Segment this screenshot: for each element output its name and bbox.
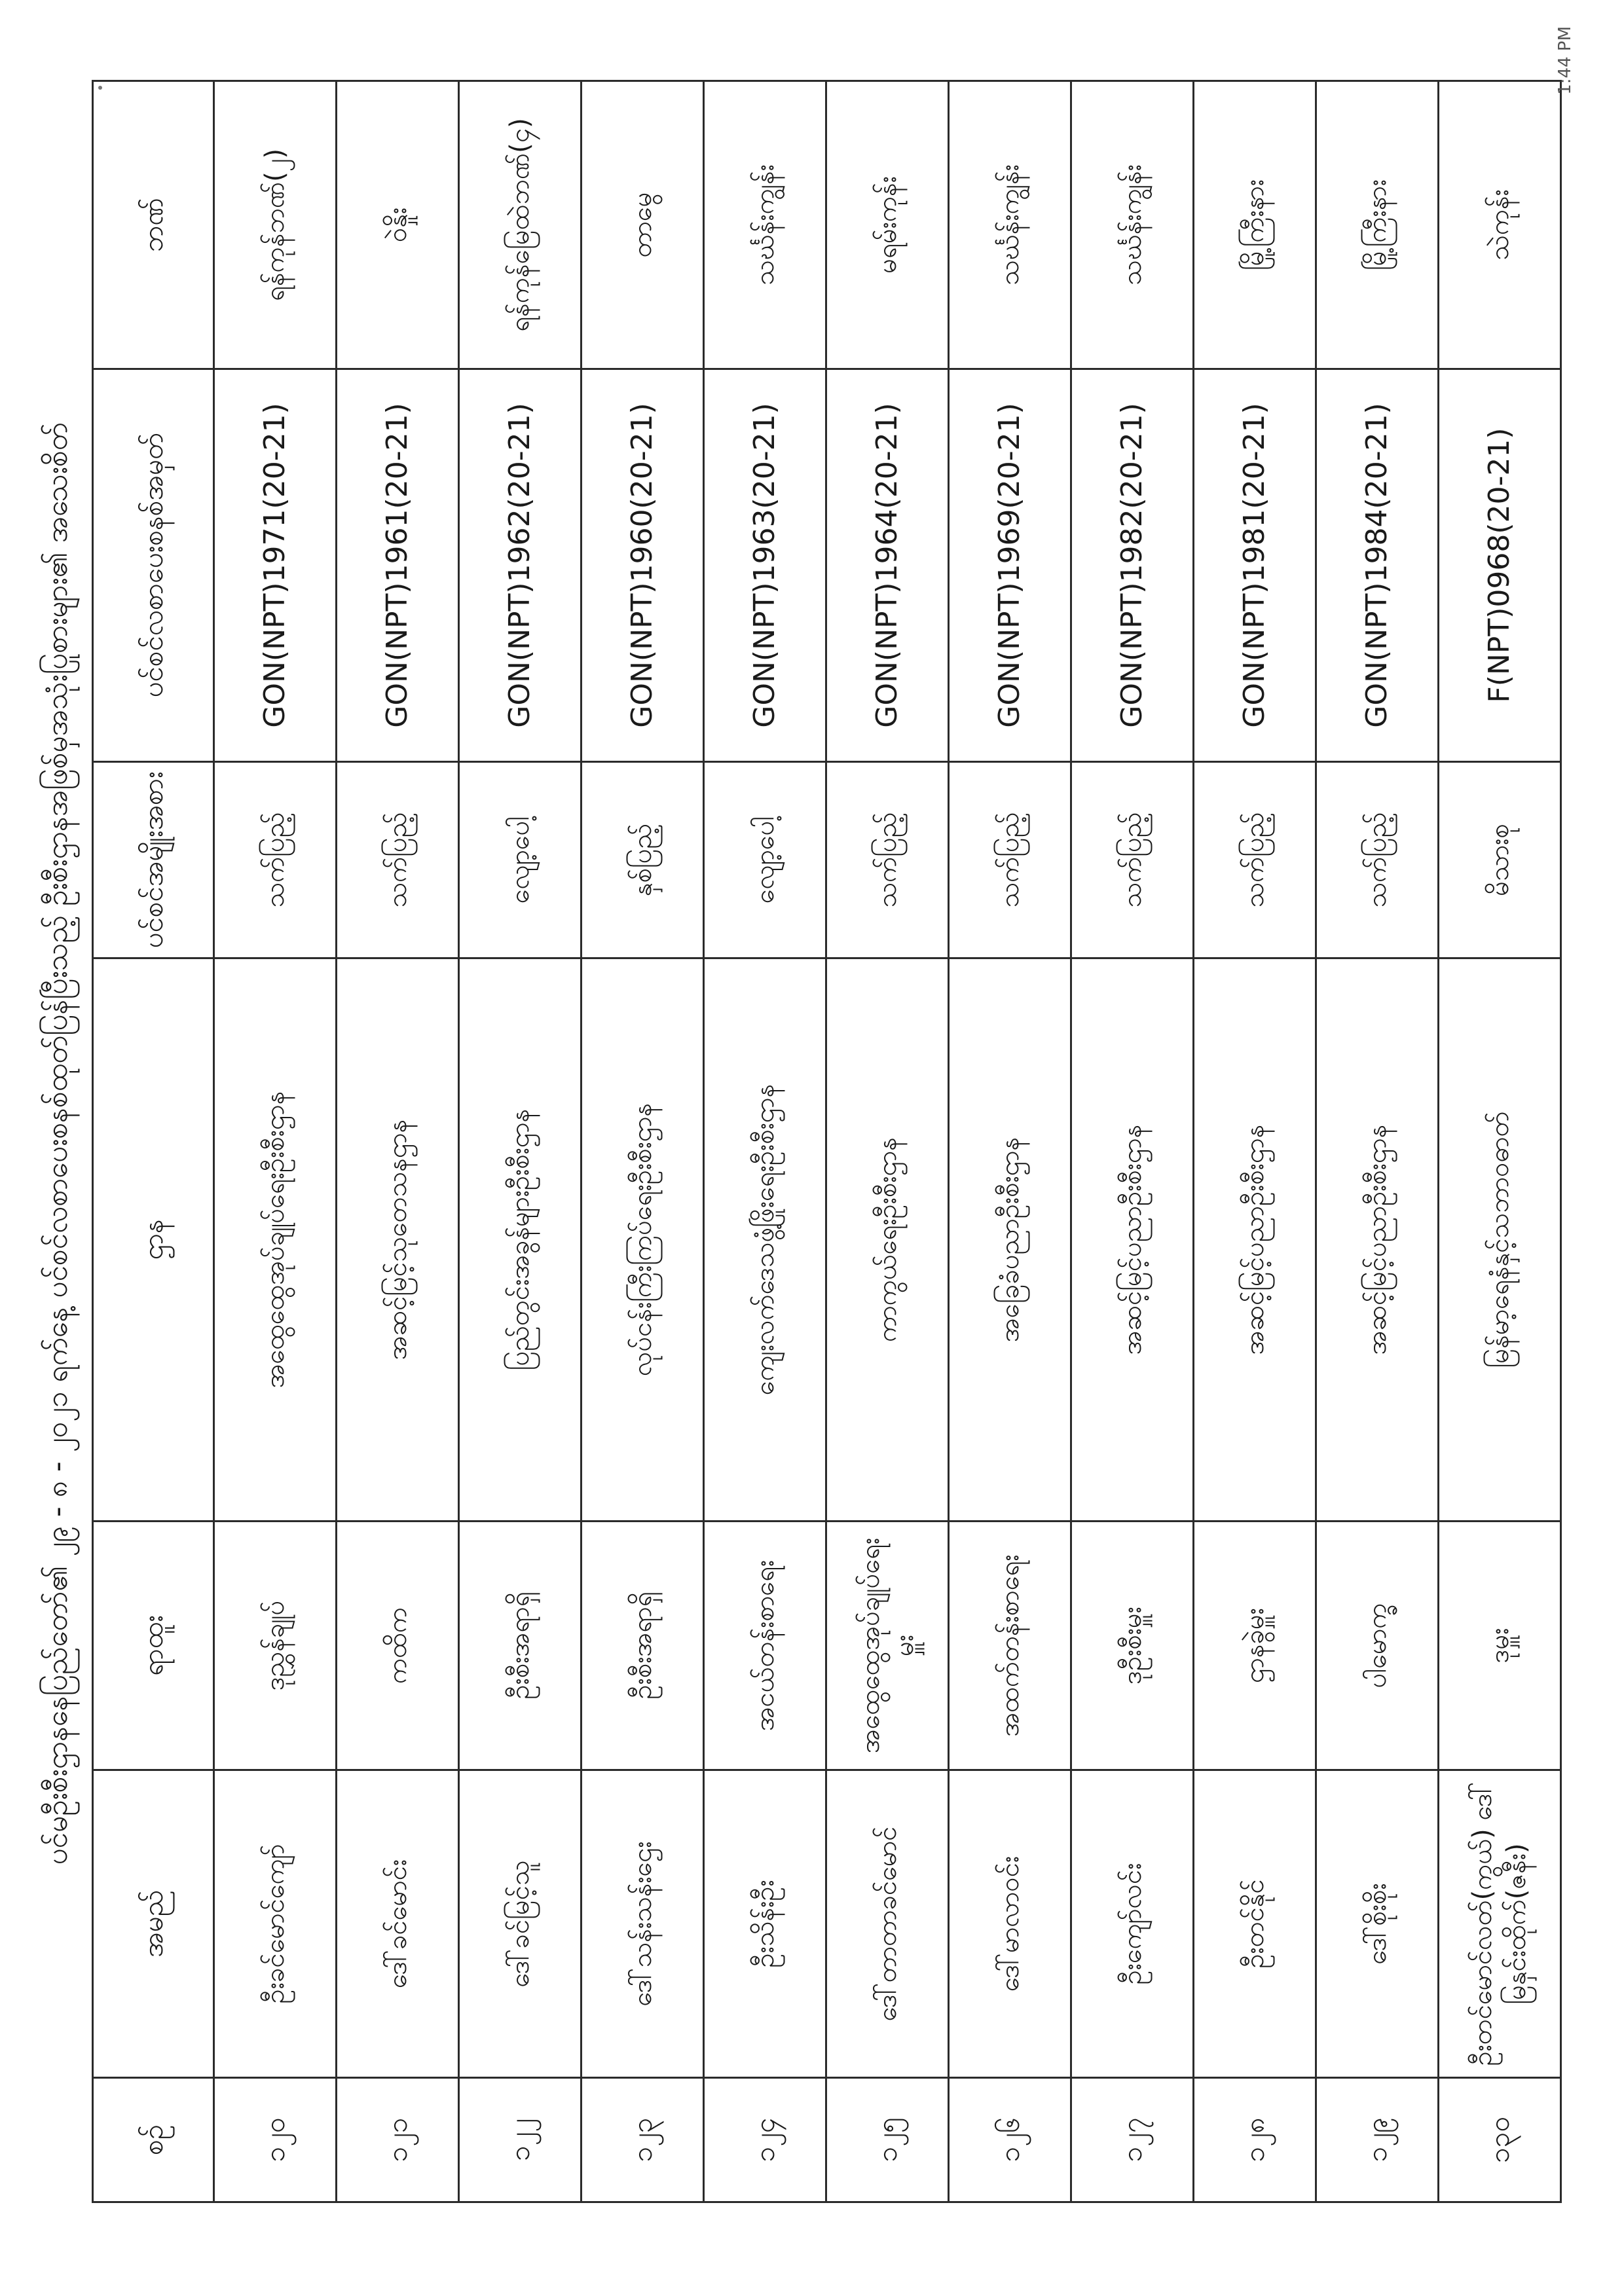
row-pension-type: လျော့ပေါ့ (459, 762, 581, 958)
row-bank: သင်္ဃန်းကျွန်း (949, 81, 1071, 369)
row-name: ဦးတင်နိုင် (1194, 1770, 1316, 2078)
row-no: ၁၂၅ (826, 2078, 949, 2202)
row-department: အဆင့်မြင့်ပညာဦးစီးဌာန (1071, 958, 1194, 1522)
row-pension-type: မိသားစု (1439, 762, 1561, 958)
row-bank: မြို့ကြီးနား (1316, 81, 1439, 369)
row-department: အထွေထွေအုပ်ချုပ်ရေးဦးစီးဌာန (214, 958, 337, 1522)
row-pension-no: GON(NPT)1971(20-21) (214, 369, 337, 762)
row-bank: မြို့ကြီးနား (1194, 81, 1316, 369)
row-pension-no: GON(NPT)1982(20-21) (1071, 369, 1194, 762)
table-row (704, 81, 826, 2202)
row-pension-type: သက်ပြည့် (1194, 762, 1316, 958)
row-bank: မရမ်းကုန်း (826, 81, 949, 369)
row-department: ပြည်တွင်းအခွန်များဦးစီးဌာန (459, 958, 581, 1522)
header-no: စဉ် (93, 2078, 214, 2202)
row-pension-no: GON(NPT)1964(20-21) (826, 369, 949, 762)
row-position: အထက်တန်းစာရေး (949, 1522, 1071, 1770)
row-department: ကျေးလက်ဒေသဖွံ့ဖြိုးရေးဦးစီးဌာန (704, 958, 826, 1522)
row-no: ၁၂၆ (949, 2078, 1071, 2202)
row-name: ဦးတင်မောင်လတ်(ကွယ်) ဒေါ်မြနှင်းထိုက်(ဇနီး) (1439, 1770, 1561, 2078)
row-position: ဒုဦးစီးမှူး (1071, 1522, 1194, 1770)
table-row (581, 81, 704, 2202)
header-department: ဌာန (93, 958, 214, 1522)
row-department: လုပ်ငန်းကြီးကြပ်ရေးဦးစီးဌာန (581, 958, 704, 1522)
row-pension-type: သက်ပြည့် (337, 762, 459, 958)
table-row (826, 81, 949, 2202)
row-name: ဒေါ်ခင်မောင်း (337, 1770, 459, 2078)
row-name: ဒေါ်တာတာခင်မောင် (826, 1770, 949, 2078)
row-pension-no: GON(NPT)1984(20-21) (1316, 369, 1439, 762)
row-pension-type: သက်ပြည့် (949, 762, 1071, 958)
row-no: ၁၂၇ (1071, 2078, 1194, 2202)
row-position: အငယ်တန်းစာရေး (704, 1522, 826, 1770)
row-department: မြန်မာ့ရေနံနှင့်သဘာဝဓာတ် (1439, 958, 1561, 1522)
pension-records-table (92, 80, 1562, 2203)
row-name: ဦးသိန်းဦး (704, 1770, 826, 2078)
row-pension-no: F(NPT)0968(20-21) (1439, 369, 1561, 762)
row-bank: သဲကုန်း (1439, 81, 1561, 369)
row-department: အဆင့်မြင့်ပညာဦးစီးဌာန (1194, 958, 1316, 1522)
row-no: ၁၂၁ (337, 2078, 459, 2202)
row-position: ဒုမှူး (1439, 1522, 1561, 1770)
row-bank: သင်္ဃန်းကျွန်း (1071, 81, 1194, 369)
table-row (1194, 81, 1316, 2202)
row-no: ၁၂၈ (1194, 2078, 1316, 2202)
row-position: ဒုညွှန်ချုပ် (214, 1522, 337, 1770)
row-no: ၁၂၀ (214, 2078, 337, 2202)
row-pension-type: နှစ်ပြည့် (581, 762, 704, 958)
table-row (459, 81, 581, 2202)
row-no: ၁၂၉ (1316, 2078, 1439, 2202)
header-pension-type: ပင်စင်အမျိုးအစား (93, 762, 214, 958)
document-title: ပင်မဦးစီးဌာနနေပြည်တော်၏ ၂၉ - ၈ - ၂၀၂၁ ရက်နေ့ ပင်စင်လစာပေးစနစ်ထုတ်ပြန်ပြီးသည့် ဦးစီးဌာနအဖြစ်မှအသုံးပြုစားများ၏ အသေးစိတ် (41, 422, 74, 1865)
table-header-row (93, 81, 214, 2202)
row-bank: တာမွေ (581, 81, 704, 369)
row-position: ဦးစီးအရာရှိ (459, 1522, 581, 1770)
row-name: ဒေါ်သန်းသန်းဌေး (581, 1770, 704, 2078)
row-position: ဌာနခွဲမှူး (1194, 1522, 1316, 1770)
row-pension-no: GON(NPT)1960(20-21) (581, 369, 704, 762)
table-row (1071, 81, 1194, 2202)
row-pension-type: သက်ပြည့် (826, 762, 949, 958)
row-department: အခြေခံပညာဦးစီးဌာန (949, 958, 1071, 1522)
row-no: ၁၂၃ (581, 2078, 704, 2202)
row-pension-no: GON(NPT)1981(20-21) (1194, 369, 1316, 762)
row-bank: ရန်ကုန်ဘဏ်(၂) (214, 81, 337, 369)
table-row (1316, 81, 1439, 2202)
row-pension-no: GON(NPT)1963(20-21) (704, 369, 826, 762)
row-pension-type: သက်ပြည့် (1071, 762, 1194, 958)
header-position: ရာထူး (93, 1522, 214, 1770)
row-position: ပါမောက္ခ (1316, 1522, 1439, 1770)
row-bank: ဝဲနှိုး (337, 81, 459, 369)
header-pension-no: ပင်စင်လစာပေးစနစ်အမှတ် (93, 369, 214, 762)
header-bank: ဘဏ် (93, 81, 214, 369)
table-row (214, 81, 337, 2202)
row-pension-no: GON(NPT)1961(20-21) (337, 369, 459, 762)
print-time-stamp: 1:44 PM (1555, 26, 1575, 95)
row-name: ဒေါ်ခင်မြင့်သူ (459, 1770, 581, 2078)
row-position: ဦးစီးအရာရှိ (581, 1522, 704, 1770)
row-pension-no: GON(NPT)1962(20-21) (459, 369, 581, 762)
row-name: ဒေါ်မာလာဝင်း (949, 1770, 1071, 2078)
table-row (337, 81, 459, 2202)
header-name: အမည် (93, 1770, 214, 2078)
row-no: ၁၂၄ (704, 2078, 826, 2202)
row-no: ၁၃၀ (1439, 2078, 1561, 2202)
row-position: အထွေထွေအုပ်ချုပ်ရေးမှူး (826, 1522, 949, 1770)
row-pension-type: သက်ပြည့် (1316, 762, 1439, 958)
row-pension-no: GON(NPT)1969(20-21) (949, 369, 1071, 762)
row-department: အဆင့်မြင့်သုတေသနဌာန (337, 958, 459, 1522)
row-pension-type: သက်ပြည့် (214, 762, 337, 958)
row-bank: သင်္ဃန်းကျွန်း (704, 81, 826, 369)
row-bank: ရန်ကုန်မြေထဲဘဏ်(၄) (459, 81, 581, 369)
row-name: ဦးခင်မောင်ကျော် (214, 1770, 337, 2078)
row-no: ၁၂၂ (459, 2078, 581, 2202)
row-department: ကာကွယ်ရေးဦးစီးဌာန (826, 958, 949, 1522)
row-name: ဒေါ်စိုးစိုး (1316, 1770, 1439, 2078)
row-position: ကထိက (337, 1522, 459, 1770)
table-row (1439, 81, 1561, 2202)
table-row (949, 81, 1071, 2202)
row-department: အဆင့်မြင့်ပညာဦးစီးဌာန (1316, 958, 1439, 1522)
row-name: ဦးကျော်လင်း (1071, 1770, 1194, 2078)
row-pension-type: လျော့ပေါ့ (704, 762, 826, 958)
